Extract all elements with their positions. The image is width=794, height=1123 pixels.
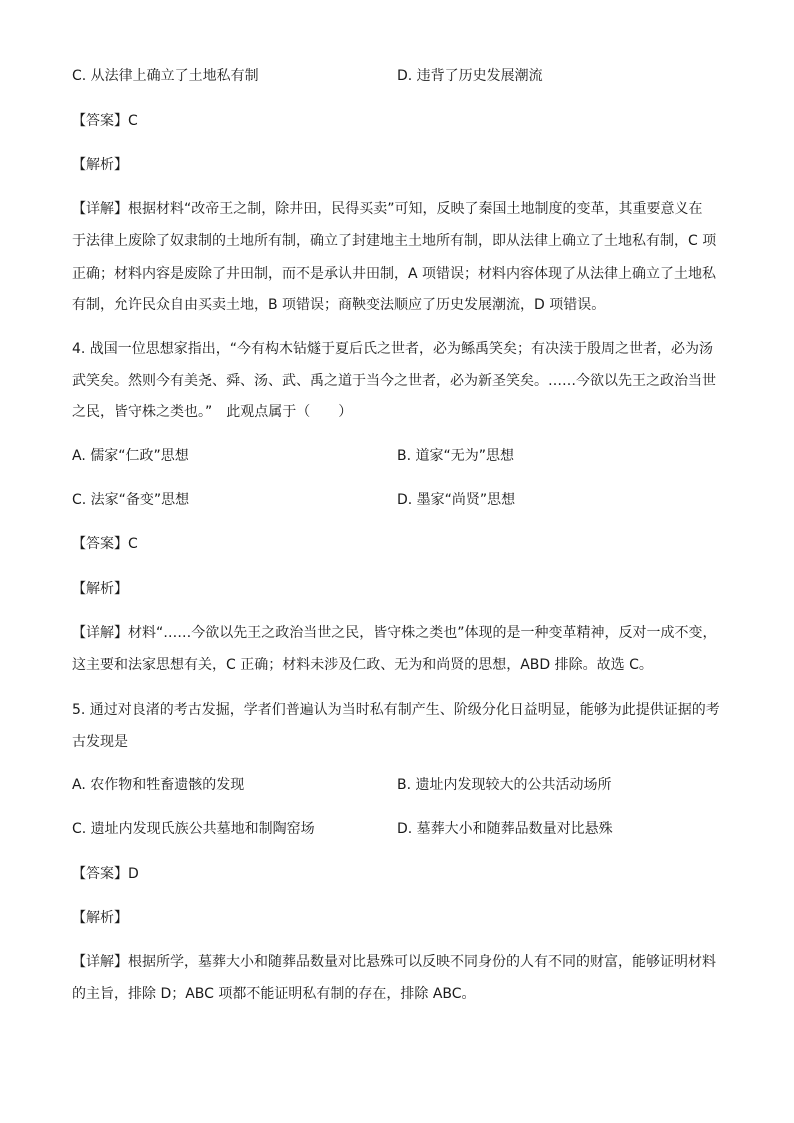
- q5-option-b[interactable]: B. 遗址内发现较大的公共活动场所: [397, 777, 612, 793]
- q5-option-c[interactable]: C. 遗址内发现氏族公共墓地和制陶窑场: [72, 821, 315, 837]
- q5-analysis-label: 【解析】: [72, 910, 128, 926]
- q4-detail-line-2: 这主要和法家思想有关，C 正确；材料未涉及仁政、无为和尚贤的思想，ABD 排除。故选 C。: [72, 657, 653, 673]
- q3-detail-line-4: 有制，允许民众自由买卖土地，B 项错误；商鞅变法顺应了历史发展潮流，D 项错误。: [72, 297, 606, 313]
- q5-option-a[interactable]: A. 农作物和牲畜遗骸的发现: [72, 777, 245, 793]
- q3-option-d[interactable]: D. 违背了历史发展潮流: [397, 68, 543, 84]
- q3-detail-line-1: 【详解】根据材料“改帝王之制，除井田，民得买卖”可知，反映了秦国土地制度的变革，其重要意义在: [72, 201, 703, 217]
- q4-option-d[interactable]: D. 墨家“尚贤”思想: [397, 492, 516, 508]
- q4-options-cd: [72, 489, 722, 511]
- q5-options-cd: [72, 818, 722, 840]
- q5-stem-line-1: 5. 通过对良渚的考古发掘，学者们普遍认为当时私有制产生、阶级分化日益明显，能够为此提供证据的考: [72, 702, 720, 718]
- q4-answer: 【答案】C: [72, 536, 138, 552]
- q4-stem-line-3: 之民，皆守株之类也。” 此观点属于（ ）: [72, 404, 353, 420]
- q4-option-b[interactable]: B. 道家“无为”思想: [397, 448, 515, 464]
- q4-option-c[interactable]: C. 法家“备变”思想: [72, 492, 190, 508]
- q3-detail-line-2: 于法律上废除了奴隶制的土地所有制，确立了封建地主土地所有制，即从法律上确立了土地私有制，C 项: [72, 233, 717, 249]
- q5-stem-line-2: 古发现是: [72, 734, 128, 750]
- q5-option-d[interactable]: D. 墓葬大小和随葬品数量对比悬殊: [397, 821, 613, 837]
- q5-options-ab: [72, 774, 722, 796]
- q3-detail-line-3: 正确；材料内容是废除了井田制，而不是承认井田制，A 项错误；材料内容体现了从法律上确立了土地私: [72, 266, 717, 282]
- q4-option-a[interactable]: A. 儒家“仁政”思想: [72, 448, 189, 464]
- q4-stem-line-1: 4. 战国一位思想家指出，“今有构木钻燧于夏后氏之世者，必为鲧禹笑矣；有决渎于殷周之世者，必为汤: [72, 341, 714, 357]
- q4-analysis-label: 【解析】: [72, 581, 128, 597]
- q3-option-c[interactable]: C. 从法律上确立了土地私有制: [72, 68, 259, 84]
- q4-detail-line-1: 【详解】材料“……今欲以先王之政治当世之民，皆守株之类也”体现的是一种变革精神，反对一成不变，: [72, 625, 717, 641]
- q3-options-cd: [72, 65, 722, 87]
- q5-detail-line-1: 【详解】根据所学，墓葬大小和随葬品数量对比悬殊可以反映不同身份的人有不同的财富，能够证明材料: [72, 954, 716, 970]
- q5-detail-line-2: 的主旨，排除 D；ABC 项都不能证明私有制的存在，排除 ABC。: [72, 986, 476, 1002]
- q4-options-ab: [72, 445, 722, 467]
- q5-answer: 【答案】D: [72, 866, 139, 882]
- q4-stem-line-2: 武笑矣。然则今有美尧、舜、汤、武、禹之道于当今之世者，必为新圣笑矣。……今欲以先王之政治当世: [72, 373, 716, 389]
- q3-analysis-label: 【解析】: [72, 157, 128, 173]
- q3-answer: 【答案】C: [72, 113, 138, 129]
